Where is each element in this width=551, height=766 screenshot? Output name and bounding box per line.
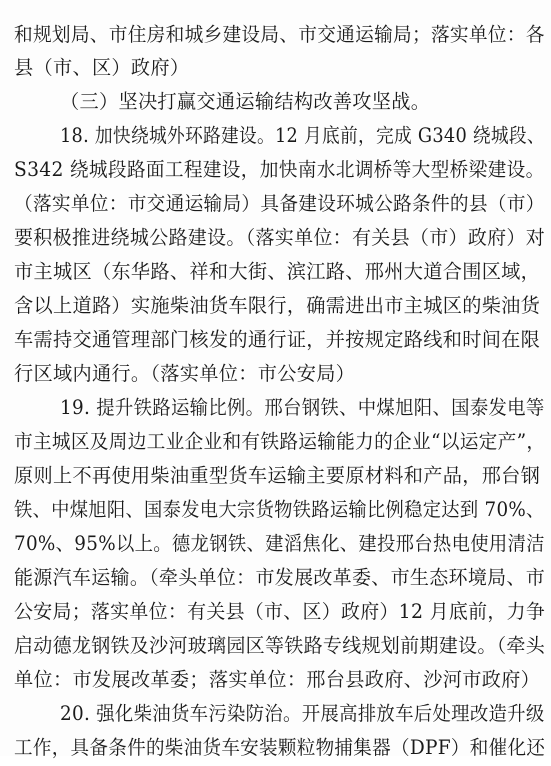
text-line: 要积极推进绕城公路建设。（落实单位：有关县（市）政府）对	[14, 226, 546, 249]
text-line: 18. 加快绕城外环路建设。12 月底前，完成 G340 绕城段、	[60, 124, 545, 147]
text-line: （落实单位：市交通运输局）具备建设环城公路条件的县（市）	[14, 192, 545, 215]
text-line: 70%、95%以上。德龙钢铁、建滔焦化、建投邢台热电使用清洁	[14, 532, 545, 555]
text-line: 能源汽车运输。（牵头单位：市发展改革委、市生态环境局、市	[14, 566, 546, 589]
text-line: 市主城区及周边工业企业和有铁路运输能力的企业“以运定产”，	[14, 430, 546, 453]
text-line: 单位：市发展改革委；落实单位：邢台县政府、沙河市政府）	[14, 668, 541, 691]
text-line: 车需持交通管理部门核发的通行证，并按规定路线和时间在限	[14, 328, 541, 351]
text-line: 和规划局、市住房和城乡建设局、市交通运输局；落实单位：各	[14, 23, 545, 46]
text-line: 公安局；落实单位：有关县（市、区）政府）12 月底前，力争	[14, 600, 546, 623]
text-line: 原则上不再使用柴油重型货车运输主要原材料和产品，邢台钢	[14, 464, 541, 487]
text-line: 启动德龙钢铁及沙河玻璃园区等铁路专线规划前期建设。（牵头	[14, 634, 546, 657]
text-line: 市主城区（东华路、祥和大街、滨江路、邢州大道合围区域，	[14, 260, 541, 283]
text-line: 20. 强化柴油货车污染防治。开展高排放车后处理改造升级	[60, 702, 545, 725]
text-line: S342 绕城段路面工程建设，加快南水北调桥等大型桥梁建设。	[14, 158, 545, 181]
text-line: 铁、中煤旭阳、国泰发电大宗货物铁路运输比例稳定达到 70%、	[14, 498, 545, 521]
text-line: 工作，具备条件的柴油货车安装颗粒物捕集器（DPF）和催化还	[14, 736, 546, 759]
text-line: 含以上道路）实施柴油货车限行，确需进出市主城区的柴油货	[14, 294, 541, 317]
text-line: 县（市、区）政府）	[14, 56, 190, 79]
text-line: 行区域内通行。（落实单位：市公安局）	[14, 362, 356, 385]
text-line: 19. 提升铁路运输比例。邢台钢铁、中煤旭阳、国泰发电等	[60, 396, 545, 419]
section-heading: （三）坚决打赢交通运输结构改善攻坚战。	[60, 90, 431, 113]
